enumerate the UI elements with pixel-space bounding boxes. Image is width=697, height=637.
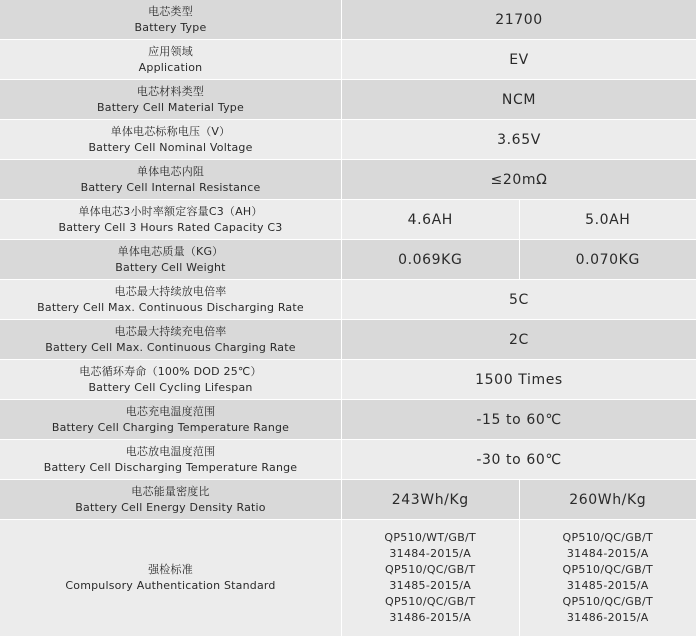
spec-value-cell: 243Wh/Kg [342, 480, 520, 520]
spec-label-cell [0, 520, 342, 637]
spec-label-zh: 电芯循环寿命（100% DOD 25℃） [79, 364, 262, 378]
standard-line: QP510/QC/GB/T [562, 595, 653, 608]
spec-label-en: Application [138, 60, 203, 74]
standard-line: QP510/QC/GB/T [385, 595, 476, 608]
spec-label-cell [0, 440, 342, 480]
standard-line: 31485-2015/A [389, 579, 472, 592]
spec-label-en: Battery Type [134, 20, 207, 34]
spec-value-cell: 21700 [342, 0, 697, 40]
standard-line: 31486-2015/A [389, 611, 472, 624]
spec-row [0, 120, 697, 160]
spec-label-zh: 电芯最大持续放电倍率 [114, 284, 227, 298]
spec-label-en: Battery Cell Internal Resistance [80, 180, 261, 194]
spec-row [0, 0, 697, 40]
spec-label-cell [0, 240, 342, 280]
spec-label-cell [0, 280, 342, 320]
spec-value-cell: NCM [342, 80, 697, 120]
standard-line: 31485-2015/A [566, 579, 649, 592]
spec-value-cell: 5.0AH [520, 200, 697, 240]
spec-label-cell [0, 320, 342, 360]
spec-label-zh: 单体电芯质量（KG） [117, 244, 224, 258]
spec-label-cell [0, 160, 342, 200]
spec-row [0, 320, 697, 360]
spec-label-en: Battery Cell Charging Temperature Range [51, 420, 290, 434]
spec-label-zh: 强检标准 [148, 563, 193, 576]
spec-row [0, 240, 697, 280]
spec-label-en: Battery Cell Discharging Temperature Range [43, 460, 298, 474]
spec-label-zh: 单体电芯内阻 [136, 164, 205, 178]
spec-row [0, 280, 697, 320]
spec-value-cell: ≤20mΩ [342, 160, 697, 200]
spec-label-zh: 电芯材料类型 [136, 84, 205, 98]
spec-row [0, 200, 697, 240]
spec-label-en: Battery Cell Cycling Lifespan [88, 380, 253, 394]
spec-value-cell: 0.069KG [342, 240, 520, 280]
spec-label-cell [0, 0, 342, 40]
spec-row [0, 160, 697, 200]
spec-label-zh: 电芯最大持续充电倍率 [114, 324, 227, 338]
standard-value-cell [520, 520, 697, 637]
spec-value-cell: 4.6AH [342, 200, 520, 240]
spec-label-cell [0, 40, 342, 80]
spec-value-cell: 3.65V [342, 120, 697, 160]
spec-row [0, 440, 697, 480]
spec-value-cell: 5C [342, 280, 697, 320]
spec-label-zh: 电芯放电温度范围 [125, 444, 216, 458]
standard-line: QP510/QC/GB/T [385, 563, 476, 576]
spec-row [0, 480, 697, 520]
spec-label-en: Compulsory Authentication Standard [65, 579, 276, 592]
spec-label-en: Battery Cell Nominal Voltage [88, 140, 253, 154]
spec-value-cell: -30 to 60℃ [342, 440, 697, 480]
spec-value-cell: EV [342, 40, 697, 80]
standard-value-cell [342, 520, 520, 637]
spec-label-cell [0, 360, 342, 400]
spec-value-cell: 260Wh/Kg [520, 480, 697, 520]
spec-label-zh: 电芯类型 [148, 4, 193, 18]
spec-label-zh: 单体电芯3小时率额定容量C3（AH） [78, 204, 263, 218]
spec-label-cell [0, 480, 342, 520]
spec-label-en: Battery Cell Max. Continuous Discharging Rate [37, 300, 304, 314]
spec-label-en: Battery Cell Weight [115, 260, 226, 274]
spec-label-en: Battery Cell Material Type [97, 100, 244, 114]
standard-line: 31484-2015/A [566, 547, 649, 560]
spec-label-en: Battery Cell Max. Continuous Charging Rate [45, 340, 296, 354]
spec-label-en: Battery Cell Energy Density Ratio [75, 500, 266, 514]
standard-line: QP510/WT/GB/T [384, 531, 477, 544]
standard-line: QP510/QC/GB/T [562, 563, 653, 576]
spec-label-zh: 应用领域 [148, 44, 193, 58]
spec-row [0, 40, 697, 80]
standard-line: QP510/QC/GB/T [562, 531, 653, 544]
spec-row [0, 360, 697, 400]
spec-row [0, 400, 697, 440]
spec-label-cell [0, 80, 342, 120]
spec-label-cell [0, 200, 342, 240]
spec-label-zh: 电芯能量密度比 [131, 484, 210, 498]
spec-value-cell: 2C [342, 320, 697, 360]
spec-label-en: Battery Cell 3 Hours Rated Capacity C3 [58, 220, 283, 234]
spec-row-standard [0, 520, 697, 637]
spec-label-zh: 电芯充电温度范围 [125, 404, 216, 418]
spec-value-cell: 1500 Times [342, 360, 697, 400]
standard-line: 31486-2015/A [566, 611, 649, 624]
spec-row [0, 80, 697, 120]
spec-value-cell: 0.070KG [520, 240, 697, 280]
spec-label-cell [0, 120, 342, 160]
spec-label-cell [0, 400, 342, 440]
standard-line: 31484-2015/A [389, 547, 472, 560]
spec-label-zh: 单体电芯标称电压（V） [110, 124, 231, 138]
spec-value-cell: -15 to 60℃ [342, 400, 697, 440]
